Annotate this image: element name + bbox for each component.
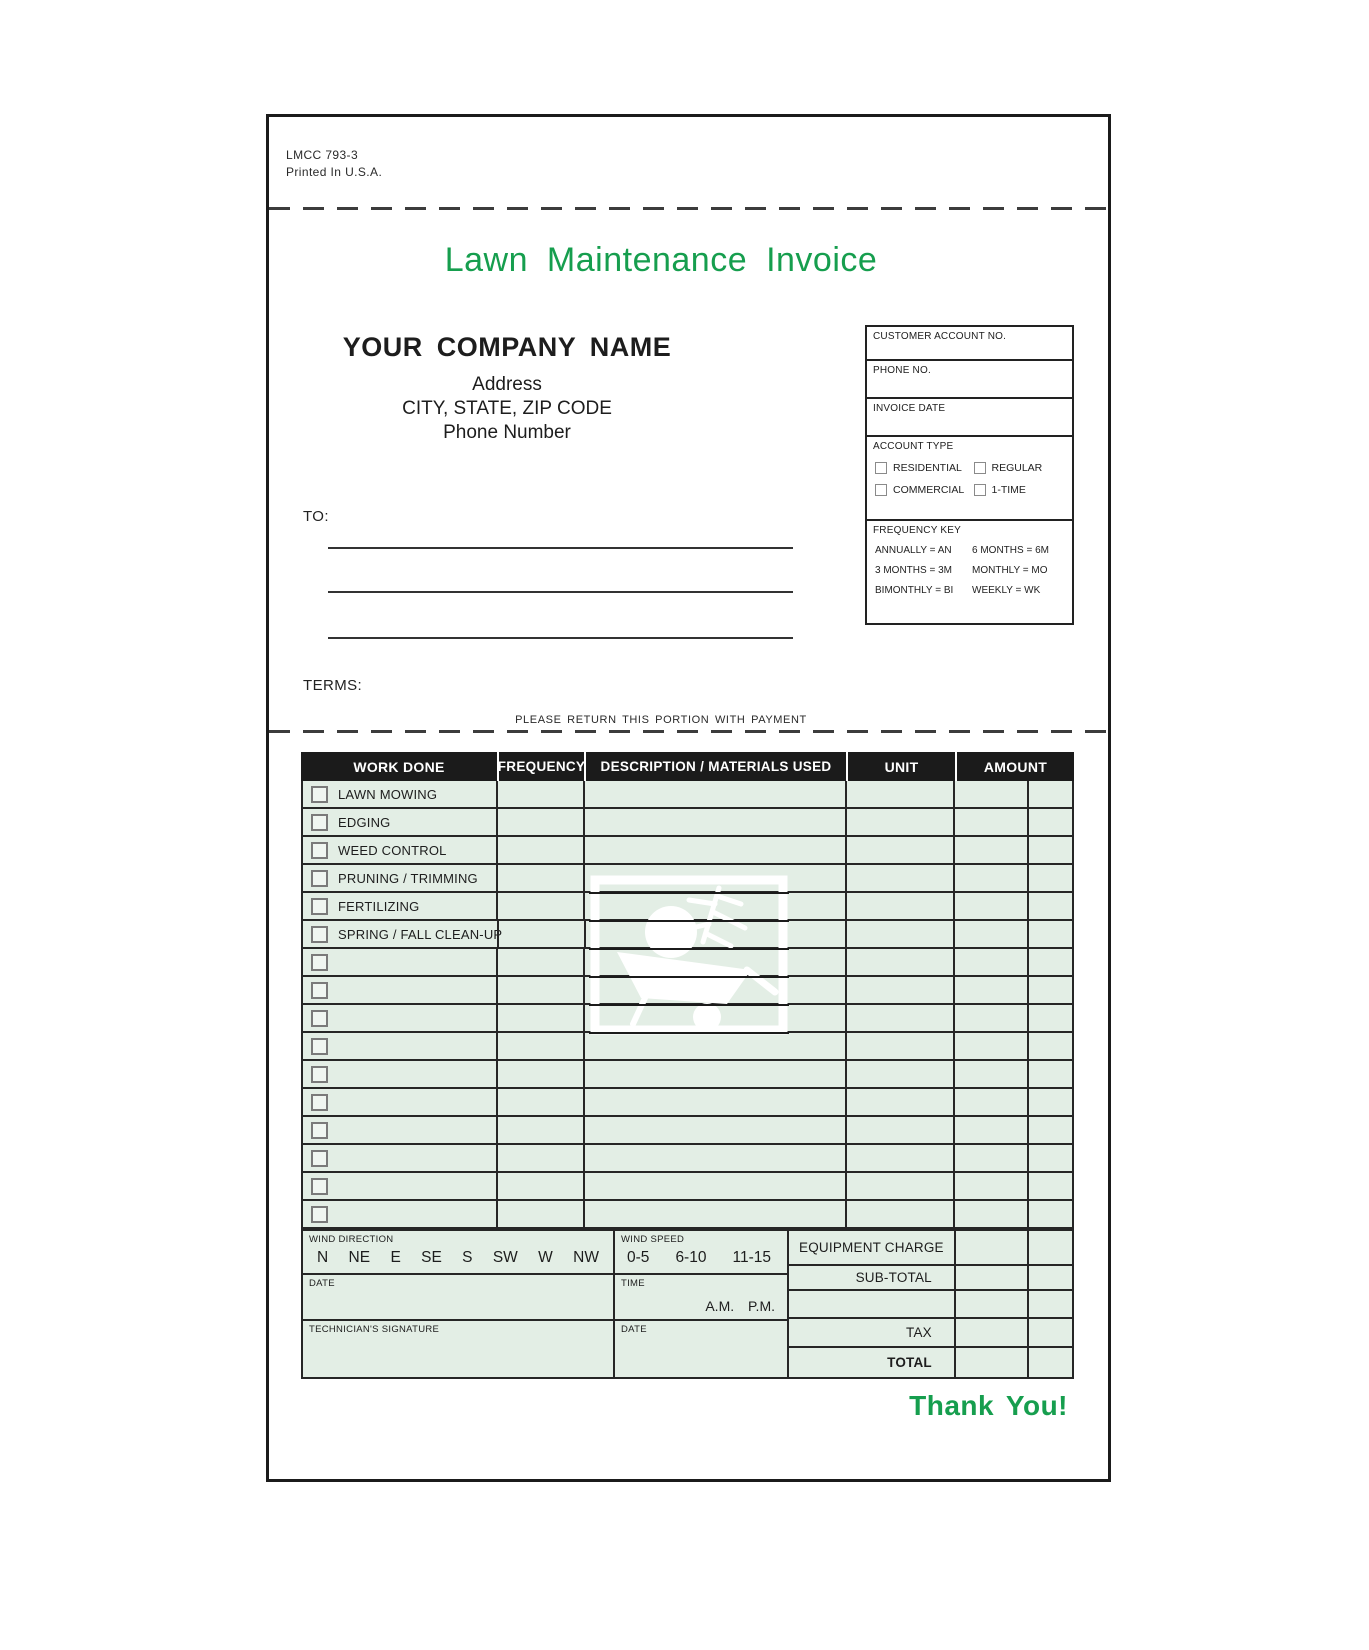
amount-dollars-cell[interactable] [953,921,1027,947]
address-line-3[interactable] [328,637,793,639]
row-checkbox[interactable] [311,814,328,831]
work-row-label: FERTILIZING [338,898,420,914]
description-cell[interactable] [583,781,844,807]
unit-cell[interactable] [845,977,954,1003]
form-code: LMCC 793-3 [286,148,359,162]
description-cell[interactable] [583,977,844,1003]
subtotal-label: SUB-TOTAL [855,1270,932,1285]
wind-e[interactable]: E [390,1249,401,1266]
amount-dollars-cell[interactable] [953,837,1027,863]
blank-cents-cell[interactable] [1027,1291,1072,1317]
wind-ne[interactable]: NE [348,1249,371,1266]
wind-se[interactable]: SE [421,1249,442,1266]
service-date-cell[interactable] [613,1321,783,1377]
unit-cell[interactable] [845,865,954,891]
amount-cents-cell[interactable] [1027,1033,1072,1059]
unit-cell[interactable] [845,809,954,835]
frequency-cell[interactable] [497,921,584,947]
amount-cents-cell[interactable] [1027,809,1072,835]
header-description: DESCRIPTION / MATERIALS USED [584,752,846,781]
commercial-label: COMMERCIAL [893,484,965,496]
header-frequency: FREQUENCY [497,752,584,781]
row-checkbox[interactable] [311,1150,328,1167]
wind-direction-cell[interactable] [303,1231,613,1273]
tax-dollars-cell[interactable] [954,1319,1027,1346]
amount-dollars-cell[interactable] [953,1089,1027,1115]
work-row-lawn-mowing [303,781,1072,809]
pm-label[interactable]: P.M. [748,1298,775,1314]
company-block [329,332,685,445]
unit-cell[interactable] [845,1033,954,1059]
totals-block [787,1231,1072,1377]
thank-you-message: Thank You! [909,1390,1068,1421]
amount-dollars-cell[interactable] [953,1005,1027,1031]
return-note: PLEASE RETURN THIS PORTION WITH PAYMENT [515,714,807,726]
total-label: TOTAL [887,1355,932,1370]
work-row-cleanup [303,921,1072,949]
description-cell[interactable] [583,1201,844,1227]
phone-label: PHONE NO. [873,365,931,376]
work-row-blank [303,1089,1072,1117]
row-checkbox[interactable] [311,786,328,803]
amount-cents-cell[interactable] [1027,865,1072,891]
description-cell[interactable] [583,865,844,891]
amount-cents-cell[interactable] [1027,977,1072,1003]
amount-dollars-cell[interactable] [953,949,1027,975]
unit-cell[interactable] [845,1201,954,1227]
company-address: Address [472,374,542,395]
unit-cell[interactable] [845,1145,954,1171]
row-checkbox[interactable] [311,1038,328,1055]
freq-monthly: MONTHLY = MO [972,565,1048,576]
amount-dollars-cell[interactable] [953,865,1027,891]
work-row-label: PRUNING / TRIMMING [338,870,478,886]
work-row-blank [303,1061,1072,1089]
account-type-label: ACCOUNT TYPE [873,441,954,452]
amount-dollars-cell[interactable] [953,781,1027,807]
work-table [301,752,1074,1229]
date-cell[interactable] [303,1275,613,1319]
frequency-cell[interactable] [496,837,583,863]
amount-cents-cell[interactable] [1027,949,1072,975]
company-name: YOUR COMPANY NAME [342,332,672,362]
option-residential [875,462,974,474]
work-row-blank [303,1117,1072,1145]
equipment-charge-label: EQUIPMENT CHARGE [799,1240,944,1255]
amount-dollars-cell[interactable] [953,809,1027,835]
description-cell[interactable] [583,837,844,863]
perforation-line-top [269,207,1108,210]
work-row-blank [303,1005,1072,1033]
total-dollars-cell[interactable] [954,1348,1027,1377]
time-cell[interactable] [613,1275,783,1319]
commercial-checkbox[interactable] [875,484,887,496]
work-row-weed-control [303,837,1072,865]
customer-account-field[interactable] [867,327,1072,361]
header-amount: AMOUNT [955,752,1074,781]
form-title: Lawn Maintenance Invoice [444,241,878,279]
speed-11-15[interactable]: 11-15 [732,1249,771,1266]
row-checkbox[interactable] [311,842,328,859]
row-checkbox[interactable] [311,1066,328,1083]
amount-cents-cell[interactable] [1027,837,1072,863]
equipment-charge-cents-cell[interactable] [1027,1231,1072,1264]
work-row-blank [303,1173,1072,1201]
work-row-blank [303,1033,1072,1061]
conditions-block [303,1231,787,1377]
invoice-page [266,114,1111,1482]
blank-dollars-cell[interactable] [954,1291,1027,1317]
amount-dollars-cell[interactable] [953,893,1027,919]
amount-cents-cell[interactable] [1027,1173,1072,1199]
unit-cell[interactable] [845,1173,954,1199]
amount-cents-cell[interactable] [1027,1145,1072,1171]
description-cell[interactable] [583,809,844,835]
blank-total-label [789,1291,954,1317]
unit-cell[interactable] [845,949,954,975]
service-date-label: DATE [621,1324,647,1335]
freq-annually: ANNUALLY = AN [875,545,952,556]
time-label: TIME [621,1278,645,1289]
technician-signature-cell[interactable] [303,1321,613,1377]
description-cell[interactable] [583,1145,844,1171]
frequency-cell[interactable] [496,1117,583,1143]
invoice-date-label: INVOICE DATE [873,403,946,414]
wind-direction-label: WIND DIRECTION [309,1234,394,1245]
work-table-body [301,781,1074,1229]
amount-dollars-cell[interactable] [953,1117,1027,1143]
wind-speed-label: WIND SPEED [621,1234,685,1245]
description-cell[interactable] [583,1005,844,1031]
tax-label: TAX [906,1325,932,1340]
frequency-cell[interactable] [496,781,583,807]
work-row-label: SPRING / FALL CLEAN-UP [338,926,503,942]
row-checkbox[interactable] [311,1010,328,1027]
option-regular [974,462,1073,474]
description-cell[interactable] [583,893,844,919]
amount-cents-cell[interactable] [1027,921,1072,947]
frequency-key-label: FREQUENCY KEY [873,525,961,536]
amount-dollars-cell[interactable] [953,977,1027,1003]
freq-bimonthly: BIMONTHLY = BI [875,585,954,596]
address-line-2[interactable] [328,591,793,593]
work-row-label: WEED CONTROL [338,842,447,858]
amount-cents-cell[interactable] [1027,1061,1072,1087]
amount-cents-cell[interactable] [1027,893,1072,919]
to-label: TO: [303,508,329,525]
am-label[interactable]: A.M. [705,1298,735,1314]
total-cents-cell[interactable] [1027,1348,1072,1377]
amount-cents-cell[interactable] [1027,781,1072,807]
unit-cell[interactable] [845,921,954,947]
residential-checkbox[interactable] [875,462,887,474]
description-cell[interactable] [583,1033,844,1059]
company-phone: Phone Number [443,422,571,443]
frequency-cell[interactable] [496,809,583,835]
row-checkbox[interactable] [311,954,328,971]
unit-cell[interactable] [845,1117,954,1143]
frequency-cell[interactable] [496,893,583,919]
wind-s[interactable]: S [462,1249,473,1266]
work-row-blank [303,949,1072,977]
phone-field[interactable] [867,361,1072,399]
address-line-1[interactable] [328,547,793,549]
freq-6-months: 6 MONTHS = 6M [972,545,1049,556]
row-checkbox[interactable] [311,1094,328,1111]
row-checkbox[interactable] [311,870,328,887]
company-city-state-zip: CITY, STATE, ZIP CODE [402,398,612,419]
wind-n[interactable]: N [317,1249,329,1266]
amount-dollars-cell[interactable] [953,1145,1027,1171]
freq-3-months: 3 MONTHS = 3M [875,565,952,576]
amount-cents-cell[interactable] [1027,1005,1072,1031]
customer-account-label: CUSTOMER ACCOUNT NO. [873,331,1007,342]
description-cell[interactable] [583,1089,844,1115]
unit-cell[interactable] [845,781,954,807]
perforation-line-bottom [269,730,1108,733]
description-cell[interactable] [583,1117,844,1143]
row-checkbox[interactable] [311,982,328,999]
regular-checkbox[interactable] [974,462,986,474]
amount-dollars-cell[interactable] [953,1033,1027,1059]
speed-0-5[interactable]: 0-5 [627,1249,650,1266]
row-checkbox[interactable] [311,898,328,915]
frequency-cell[interactable] [496,949,583,975]
work-row-blank [303,1201,1072,1229]
wind-nw[interactable]: NW [573,1249,599,1266]
amount-cents-cell[interactable] [1027,1201,1072,1227]
subtotal-dollars-cell[interactable] [954,1266,1027,1289]
account-type-section [867,437,1072,521]
freq-weekly: WEEKLY = WK [972,585,1041,596]
speed-6-10[interactable]: 6-10 [675,1249,707,1266]
frequency-cell[interactable] [496,1173,583,1199]
tax-cents-cell[interactable] [1027,1319,1072,1346]
wind-speed-cell[interactable] [613,1231,783,1273]
amount-cents-cell[interactable] [1027,1117,1072,1143]
row-checkbox[interactable] [311,1122,328,1139]
description-cell[interactable] [584,921,845,947]
frequency-cell[interactable] [496,1033,583,1059]
work-row-blank [303,977,1072,1005]
bottom-section [301,1229,1074,1379]
equipment-charge-dollars-cell[interactable] [954,1231,1027,1264]
amount-dollars-cell[interactable] [953,1173,1027,1199]
option-one-time [974,484,1073,496]
unit-cell[interactable] [845,1005,954,1031]
work-row-fertilizing [303,893,1072,921]
regular-label: REGULAR [991,462,1043,474]
row-checkbox[interactable] [311,1206,328,1223]
work-row-edging [303,809,1072,837]
one-time-label: 1-TIME [991,484,1026,496]
work-row-label: LAWN MOWING [338,786,438,802]
form-code-block [286,147,382,181]
technician-signature-label: TECHNICIAN'S SIGNATURE [309,1324,440,1335]
work-row-blank [303,1145,1072,1173]
frequency-cell[interactable] [496,1089,583,1115]
frequency-cell[interactable] [496,865,583,891]
row-checkbox[interactable] [311,1178,328,1195]
printed-in: Printed In U.S.A. [286,165,383,179]
unit-cell[interactable] [845,837,954,863]
work-row-label: EDGING [338,814,391,830]
frequency-key-section [867,521,1072,621]
residential-label: RESIDENTIAL [893,462,962,474]
wind-sw[interactable]: SW [492,1249,518,1266]
amount-dollars-cell[interactable] [953,1201,1027,1227]
one-time-checkbox[interactable] [974,484,986,496]
wind-w[interactable]: W [538,1249,553,1266]
frequency-cell[interactable] [496,1005,583,1031]
description-cell[interactable] [583,1173,844,1199]
account-info-box [865,325,1074,625]
header-work-done: WORK DONE [353,758,445,775]
subtotal-cents-cell[interactable] [1027,1266,1072,1289]
frequency-cell[interactable] [496,1201,583,1227]
frequency-cell[interactable] [496,1145,583,1171]
amount-cents-cell[interactable] [1027,1089,1072,1115]
invoice-date-field[interactable] [867,399,1072,437]
row-checkbox[interactable] [311,926,328,943]
unit-cell[interactable] [845,1089,954,1115]
frequency-cell[interactable] [496,977,583,1003]
terms-label: TERMS: [303,677,363,694]
work-row-pruning [303,865,1072,893]
description-cell[interactable] [583,1061,844,1087]
header-unit: UNIT [846,752,955,781]
option-commercial [875,484,974,496]
work-table-header [301,752,1074,781]
unit-cell[interactable] [845,893,954,919]
description-cell[interactable] [583,949,844,975]
unit-cell[interactable] [845,1061,954,1087]
amount-dollars-cell[interactable] [953,1061,1027,1087]
date-label: DATE [309,1278,335,1289]
frequency-cell[interactable] [496,1061,583,1087]
